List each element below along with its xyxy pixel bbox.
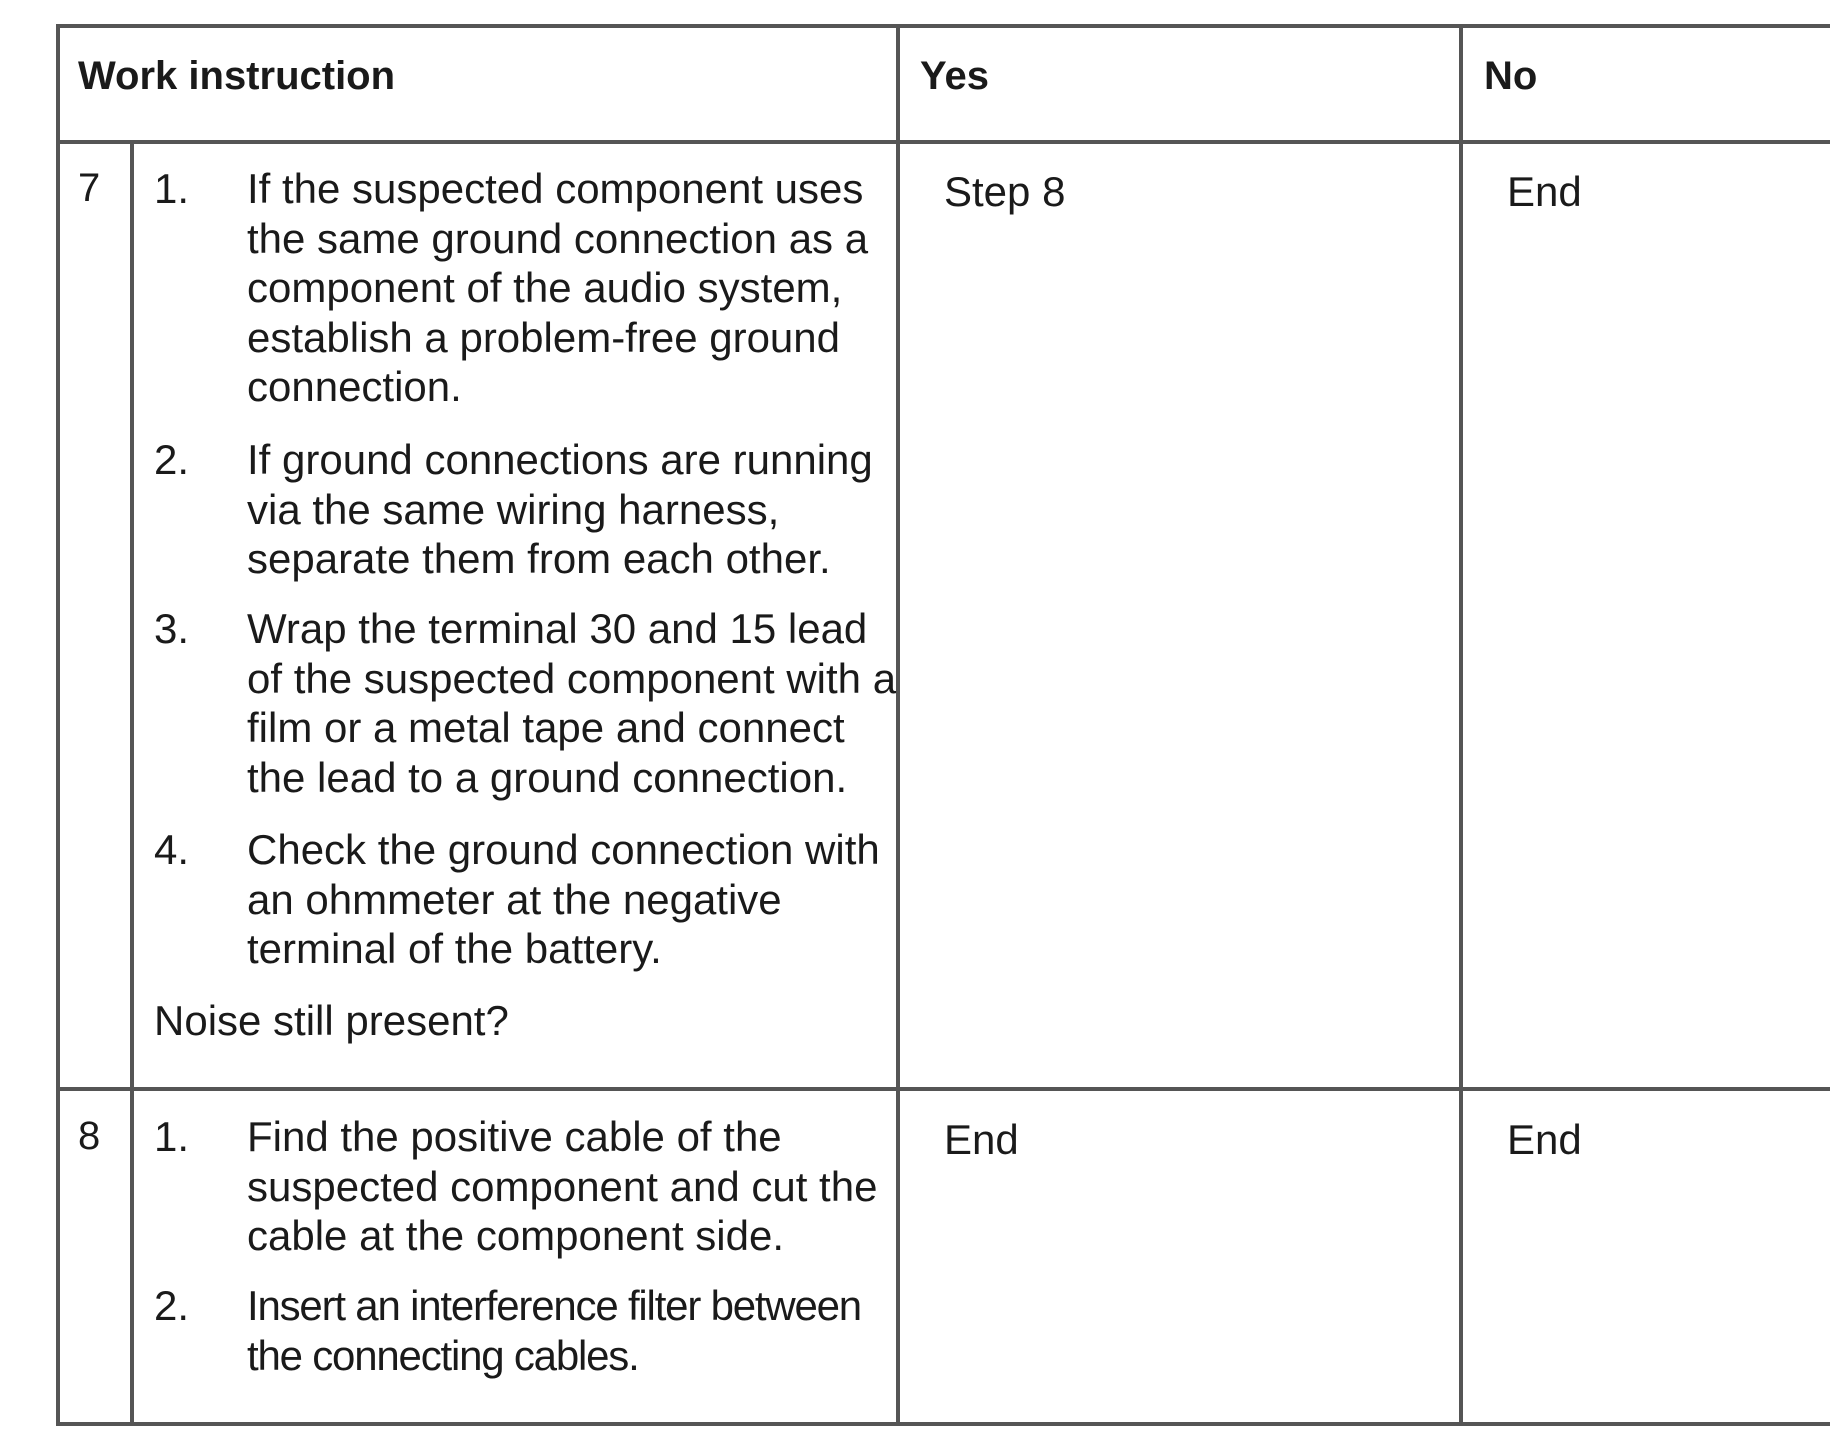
yes-value: Step 8 <box>944 168 1066 215</box>
list-item <box>154 435 894 585</box>
list-item-number: 2. <box>154 1282 190 1329</box>
list-item-text: If the suspected component uses the same ground connection as a component of the audio system, establish a problem-free ground connection. <box>247 165 869 410</box>
table-border-top <box>56 24 1830 28</box>
list-item <box>154 1281 894 1381</box>
step-number: 8 <box>78 1114 101 1158</box>
table-border-left <box>56 24 60 1426</box>
no-value: End <box>1507 168 1582 215</box>
list-item-number: 1. <box>154 165 190 212</box>
list-item-text: If ground connections are running via the same wiring harness, separate them from each other. <box>247 436 873 582</box>
yes-value: End <box>944 1116 1019 1163</box>
no-column-divider <box>1459 24 1463 1426</box>
list-item-number: 2. <box>154 436 190 483</box>
list-item-number: 4. <box>154 826 190 873</box>
header-divider <box>56 140 1830 144</box>
list-item-number: 1. <box>154 1113 190 1160</box>
list-item-text: Insert an interference filter between the connecting cables. <box>247 1282 861 1379</box>
list-item-number: 3. <box>154 605 190 652</box>
step-question: Noise still present? <box>154 997 509 1044</box>
list-item-text: Find the positive cable of the suspected component and cut the cable at the component side. <box>247 1113 878 1259</box>
list-item-text: Wrap the terminal 30 and 15 lead of the suspected component with a film or a metal tape and connect the lead to a ground connection. <box>247 605 897 801</box>
step-number: 7 <box>78 166 101 210</box>
step-column-divider <box>130 140 134 1426</box>
table-border-bottom <box>56 1422 1830 1426</box>
header-no: No <box>1484 54 1538 98</box>
list-item <box>154 825 894 975</box>
list-item <box>154 604 897 804</box>
work-instruction-table <box>56 24 1830 1426</box>
header-yes: Yes <box>920 54 989 98</box>
no-value: End <box>1507 1116 1582 1163</box>
list-item <box>154 1112 894 1262</box>
list-item <box>154 164 894 410</box>
header-work-instruction: Work instruction <box>78 54 396 98</box>
list-item-text: Check the ground connection with an ohmmeter at the negative terminal of the battery. <box>247 826 880 972</box>
row-divider <box>56 1087 1830 1091</box>
